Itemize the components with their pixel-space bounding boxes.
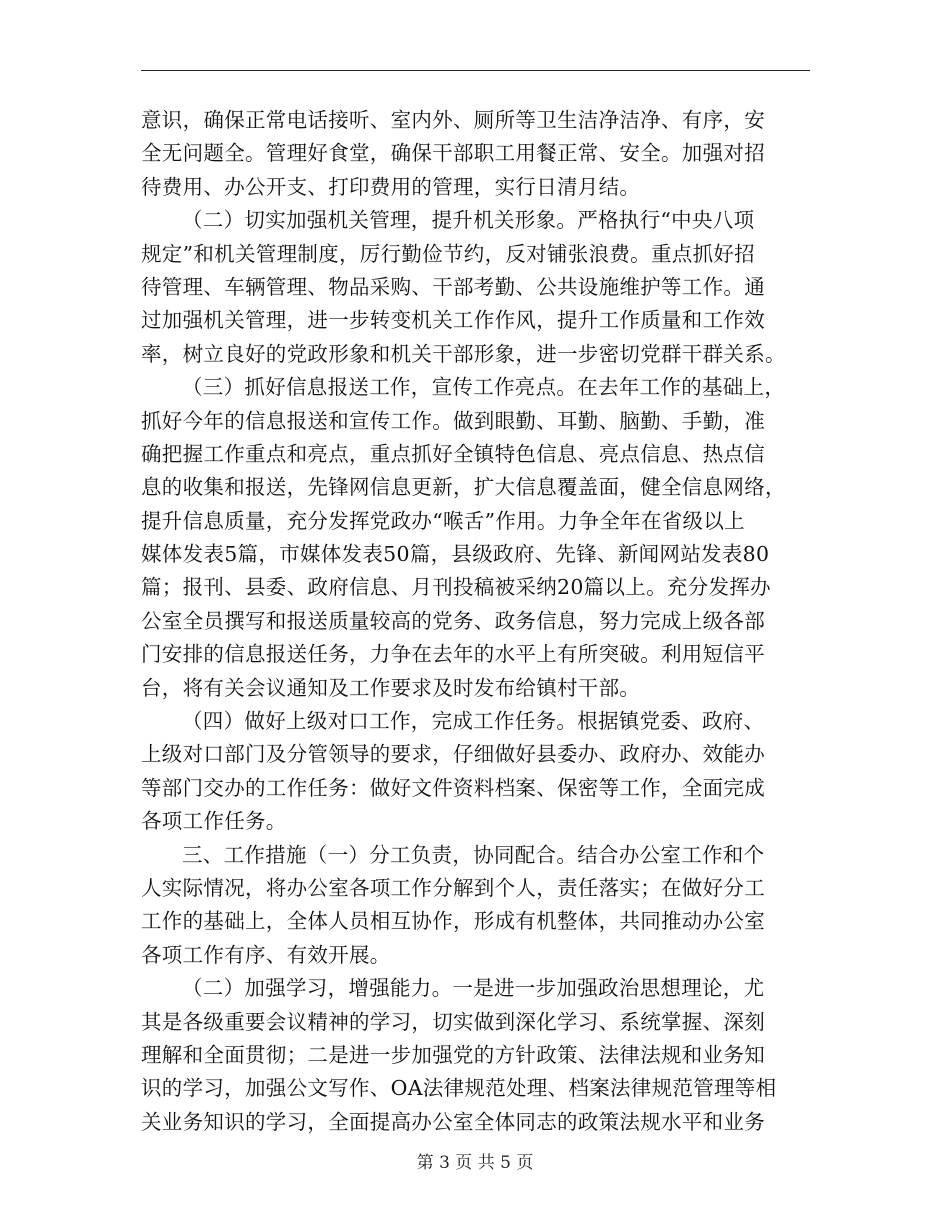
text-line: 其是各级重要会议精神的学习，切实做到深化学习、系统掌握、深刻 bbox=[141, 1009, 765, 1034]
text-line: 各项工作任务。 bbox=[141, 809, 287, 834]
text-line: 工作的基础上，全体人员相互协作，形成有机整体，共同推动办公室 bbox=[141, 909, 765, 934]
text-line: 提升信息质量，充分发挥党政办“喉舌”作用。力争全年在省级以上 bbox=[141, 508, 745, 533]
text-line: 上级对口部门及分管领导的要求，仔细做好县委办、政府办、效能办 bbox=[141, 742, 765, 767]
text-line: 三、工作措施（一）分工负责，协同配合。结合办公室工作和个 bbox=[182, 842, 765, 867]
text-line: 确把握工作重点和亮点，重点抓好全镇特色信息、亮点信息、热点信 bbox=[141, 441, 765, 466]
page-footer: 第 3 页 共 5 页 bbox=[416, 1153, 534, 1173]
text-line: 各项工作有序、有效开展。 bbox=[141, 942, 391, 967]
text-line: 全无问题全。管理好食堂，确保干部职工用餐正常、安全。加强对招 bbox=[141, 141, 765, 166]
text-line: 识的学习，加强公文写作、OA法律规范处理、档案法律规范管理等相 bbox=[141, 1076, 777, 1101]
text-line: （四）做好上级对口工作，完成工作任务。根据镇党委、政府、 bbox=[182, 709, 765, 734]
text-line: 规定”和机关管理制度，厉行勤俭节约，反对铺张浪费。重点抓好招 bbox=[141, 241, 755, 266]
text-line: 关业务知识的学习，全面提高办公室全体同志的政策法规水平和业务 bbox=[141, 1109, 765, 1134]
text-line: 等部门交办的工作任务：做好文件资料档案、保密等工作，全面完成 bbox=[141, 775, 765, 800]
text-line: 待费用、办公开支、打印费用的管理，实行日清月结。 bbox=[141, 174, 641, 199]
text-line: 媒体发表5篇，市媒体发表50篇，县级政府、先锋、新闻网站发表80 bbox=[141, 542, 770, 567]
text-line: 待管理、车辆管理、物品采购、干部考勤、公共设施维护等工作。通 bbox=[141, 274, 765, 299]
text-line: 篇；报刊、县委、政府信息、月刊投稿被采纳20篇以上。充分发挥办 bbox=[141, 575, 771, 600]
text-line: 过加强机关管理，进一步转变机关工作作风，提升工作质量和工作效 bbox=[141, 308, 765, 333]
text-line: 意识，确保正常电话接听、室内外、厕所等卫生洁净洁净、有序，安 bbox=[141, 108, 765, 132]
header-rule bbox=[141, 70, 810, 71]
document-body bbox=[141, 104, 813, 1139]
text-line: 人实际情况，将办公室各项工作分解到个人，责任落实；在做好分工 bbox=[141, 875, 765, 900]
text-line: 息的收集和报送，先锋网信息更新，扩大信息覆盖面，健全信息网络， bbox=[141, 475, 786, 500]
text-line: 公室全员撰写和报送质量较高的党务、政务信息，努力完成上级各部 bbox=[141, 608, 765, 633]
text-line: 门安排的信息报送任务，力争在去年的水平上有所突破。利用短信平 bbox=[141, 642, 765, 667]
text-line: （二）加强学习，增强能力。一是进一步加强政治思想理论，尤 bbox=[182, 976, 765, 1001]
text-line: 台，将有关会议通知及工作要求及时发布给镇村干部。 bbox=[141, 675, 641, 700]
text-line: 率，树立良好的党政形象和机关干部形象，进一步密切党群干群关系。 bbox=[141, 341, 786, 366]
text-line: 理解和全面贯彻；二是进一步加强党的方针政策、法律法规和业务知 bbox=[141, 1042, 765, 1067]
text-line: （三）抓好信息报送工作，宣传工作亮点。在去年工作的基础上， bbox=[182, 375, 786, 400]
text-line: （二）切实加强机关管理，提升机关形象。严格执行“中央八项 bbox=[182, 208, 755, 233]
text-line: 抓好今年的信息报送和宣传工作。做到眼勤、耳勤、脑勤、手勤，准 bbox=[141, 408, 765, 433]
